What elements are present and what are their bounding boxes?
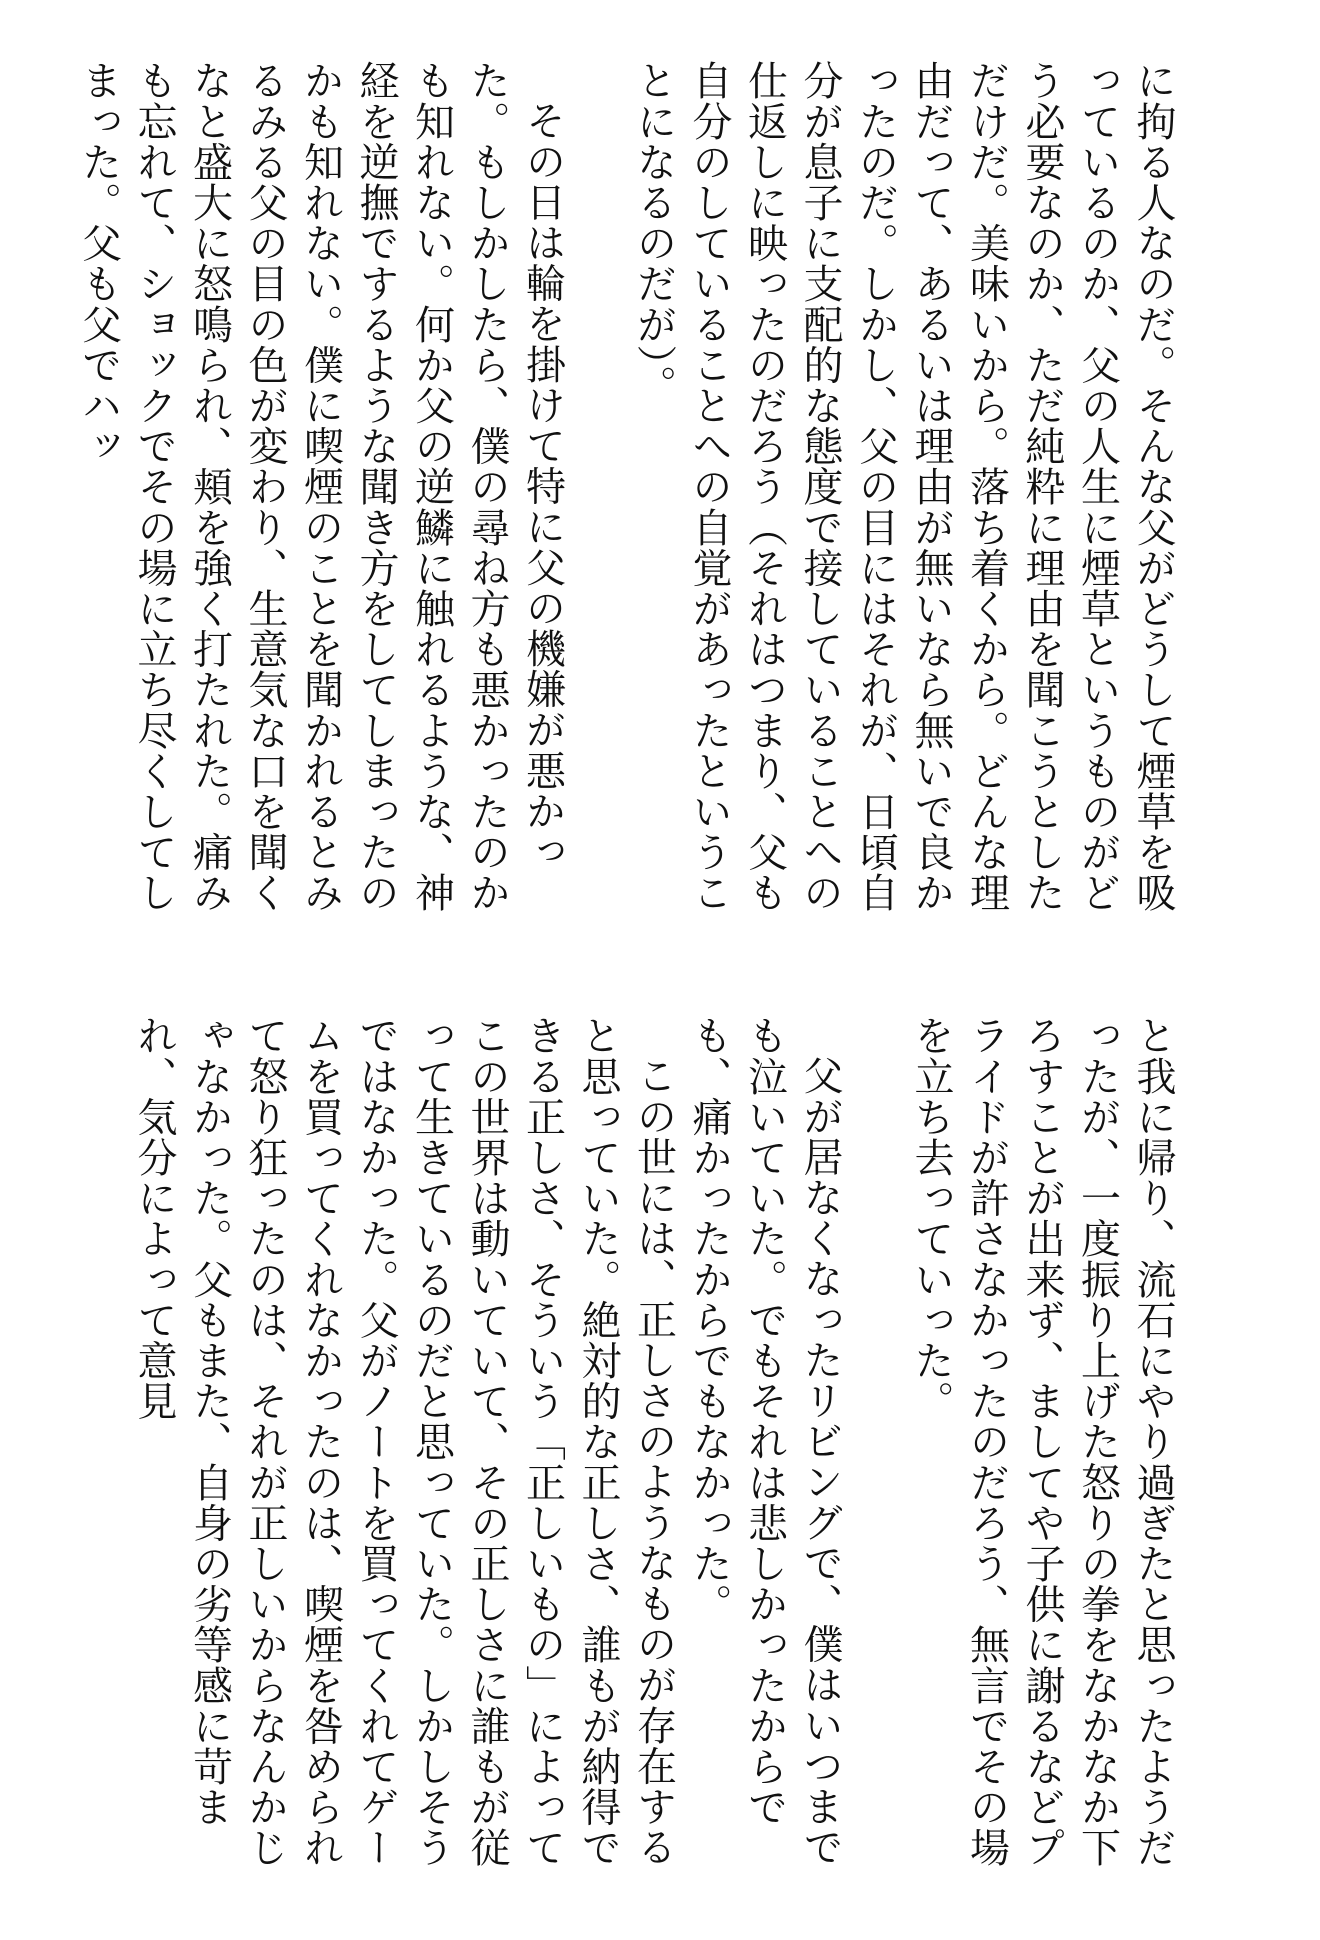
paragraph: その日は輪を掛けて特に父の機嫌が悪かった。もしかしたら、僕の尋ね方も悪かったのかも知れない。何か父の逆鱗に触れるような、神経を逆撫でするような聞き方をしてしまったのかも知れない。僕に喫煙のことを聞かれるとみるみる父の目の色が変わり、生意気な口を聞くなと盛大に怒鳴られ、頬を強く打たれた。痛みも忘れて、ショックでその場に立ち尽くしてしまった。父も父でハッ: [75, 60, 566, 913]
lower-text-block: [131, 1015, 1180, 1895]
paragraph: 父が居なくなったリビングで、僕はいつまでも泣いていた。でもそれは悲しかったからでも、痛かったからでもなかった。: [686, 1015, 843, 1867]
paragraph: と我に帰り、流石にやり過ぎたと思ったようだったが、一度振り上げた怒りの拳をなかなか下ろすことが出来ず、ましてや子供に謝るなどプライドが許さなかったのだろう、無言でその場を立ち去っていった。: [908, 1015, 1176, 1868]
upper-text-block: [75, 60, 1180, 940]
paragraph: に拘る人なのだ。そんな父がどうして煙草を吸っているのか、父の人生に煙草というものがどう必要なのか、ただ純粋に理由を聞こうとしただけだ。美味いから。落ち着くから。どんな理由だって、あるいは理由が無いなら無いで良かったのだ。しかし、父の目にはそれが、日頃自分が息子に支配的な態度で接していることへの仕返しに映ったのだろう（それはつまり、父も自分のしていることへの自覚があったということになるのだが）。: [630, 60, 1176, 913]
paragraph: この世には、正しさのようなものが存在すると思っていた。絶対的な正しさ、誰もが納得できる正しさ、そういう「正しいもの」によってこの世界は動いていて、その正しさに誰もが従って生きているのだと思っていた。しかしそうではなかった。父がノートを買ってくれてゲームを買ってくれなかったのは、喫煙を咎められて怒り狂ったのは、それが正しいからなんかじゃなかった。父もまた、自身の劣等感に苛まれ、気分によって意見: [131, 1015, 677, 1868]
